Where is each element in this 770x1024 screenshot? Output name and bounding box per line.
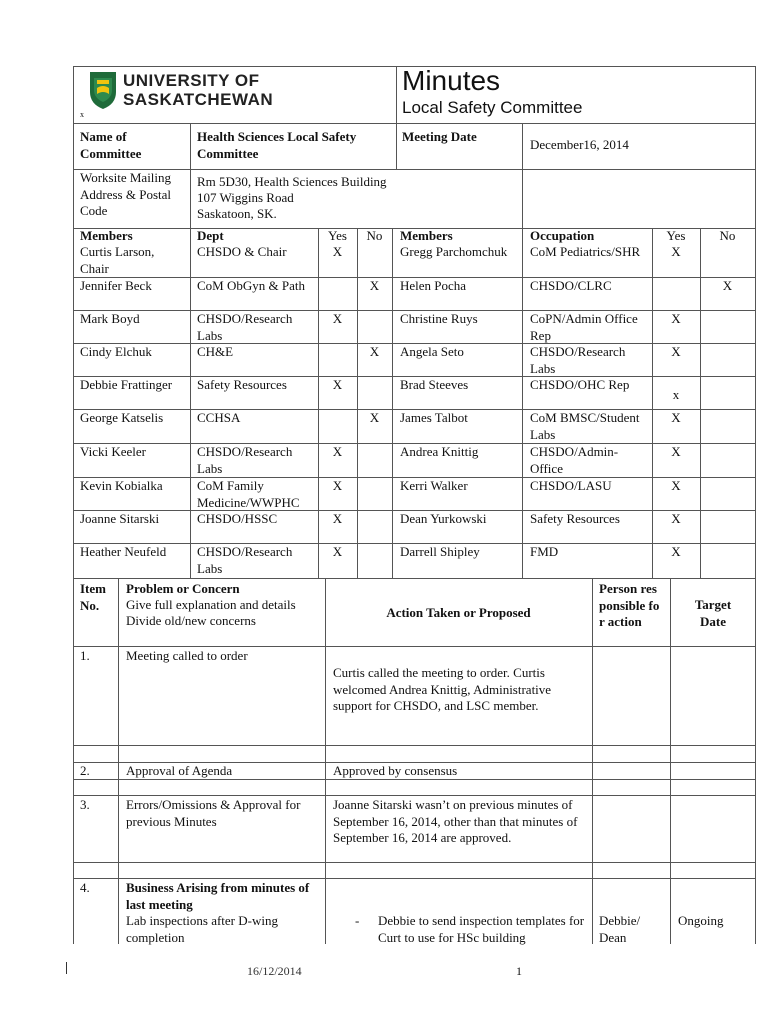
member-yes2-cell: X xyxy=(671,244,681,259)
shield-icon xyxy=(88,70,118,110)
member-name-cell: Jennifer Beck xyxy=(80,278,152,293)
member-no2-cell: X xyxy=(722,278,733,293)
member-yes2-cell: x xyxy=(672,387,680,402)
member-occ-cell: FMD xyxy=(530,544,559,559)
member-dept-cell: Safety Resources xyxy=(197,377,287,392)
member-yes2-cell: X xyxy=(671,344,681,359)
member-occ-cell: CoM Pediatrics/SHR xyxy=(530,244,641,259)
member-yes2-cell: X xyxy=(671,311,681,326)
member-dept-cell: CoM Family Medicine/WWPHC xyxy=(197,478,300,510)
member-dept-cell: CCHSA xyxy=(197,410,241,425)
member-yes-cell: X xyxy=(332,311,343,326)
member-yes2-cell: X xyxy=(671,444,681,459)
address-line-3: Saskatoon, SK. xyxy=(197,206,277,221)
dept-header: Dept xyxy=(197,228,224,243)
member-no-cell: X xyxy=(369,410,380,425)
member-occ-cell: CoM BMSC/Student Labs xyxy=(530,410,640,442)
agenda-item-2-problem: Approval of Agenda xyxy=(126,763,233,778)
footer-date: 16/12/2014 xyxy=(247,964,302,978)
agenda-item-1-num: 1. xyxy=(80,648,90,663)
problem-sub-2: Divide old/new concerns xyxy=(126,613,256,628)
meeting-date-label: Meeting Date xyxy=(402,129,477,144)
member-name2-cell: Andrea Knittig xyxy=(400,444,479,459)
member-name2-cell: Brad Steeves xyxy=(400,377,469,392)
logo-line-2: SASKATCHEWAN xyxy=(123,90,274,109)
member-yes2-cell: X xyxy=(671,544,681,559)
member-name2-cell: Kerri Walker xyxy=(400,478,468,493)
member-name-cell: Mark Boyd xyxy=(80,311,140,326)
member-no-cell: X xyxy=(369,344,380,359)
yes-header: Yes xyxy=(328,228,347,243)
agenda-item-3-problem: Errors/Omissions & Approval for previous Minutes xyxy=(126,797,301,829)
member-yes2-cell: X xyxy=(671,410,681,425)
page-title: Minutes xyxy=(402,65,501,96)
member-name2-cell: Christine Ruys xyxy=(400,311,478,326)
member-dept-cell: CoM ObGyn & Path xyxy=(197,278,305,293)
member-name2-cell: Helen Pocha xyxy=(400,278,467,293)
members-header-2: Members xyxy=(400,228,453,243)
member-dept-cell: CH&E xyxy=(197,344,234,359)
agenda-item-4-target: Ongoing xyxy=(678,913,724,928)
university-logo xyxy=(88,70,274,114)
agenda-item-4-num: 4. xyxy=(80,880,90,895)
member-no-cell: X xyxy=(369,278,380,293)
member-name-cell: George Katselis xyxy=(80,410,164,425)
member-name-cell: Debbie Frattinger xyxy=(80,377,173,392)
logo-mark: x xyxy=(80,110,84,119)
address-line-2: 107 Wiggins Road xyxy=(197,190,294,205)
member-yes-cell: X xyxy=(332,511,343,526)
address-label: Worksite Mailing Address & Postal Code xyxy=(80,170,172,218)
member-name-cell: Curtis Larson, Chair xyxy=(80,244,155,276)
member-yes-cell: X xyxy=(332,478,343,493)
member-occ-cell: CHSDO/Research Labs xyxy=(530,344,626,376)
member-name2-cell: Angela Seto xyxy=(400,344,464,359)
members-header: Members xyxy=(80,228,133,243)
occupation-header: Occupation xyxy=(530,228,595,243)
member-occ-cell: Safety Resources xyxy=(530,511,620,526)
member-name-cell: Heather Neufeld xyxy=(80,544,167,559)
member-yes2-cell: X xyxy=(671,478,681,493)
member-name2-cell: James Talbot xyxy=(400,410,468,425)
member-dept-cell: CHSDO/Research Labs xyxy=(197,311,293,343)
agenda-item-4-action: Debbie to send inspection templates for Curt to use for HSc building xyxy=(378,913,585,945)
member-yes-cell: X xyxy=(332,377,343,392)
no-header: No xyxy=(366,228,383,243)
agenda-item-2-num: 2. xyxy=(80,763,90,778)
logo-line-1: UNIVERSITY OF xyxy=(123,71,260,90)
member-occ-cell: CoPN/Admin Office Rep xyxy=(530,311,638,343)
committee-name-label: Name of Committee xyxy=(80,129,142,161)
member-name-cell: Kevin Kobialka xyxy=(80,478,163,493)
member-yes2-cell: X xyxy=(671,511,681,526)
member-yes-cell: X xyxy=(332,544,343,559)
yes-header-2: Yes xyxy=(666,228,686,243)
member-yes-cell: X xyxy=(332,444,343,459)
member-yes-cell: X xyxy=(332,244,343,259)
page-number: 1 xyxy=(516,964,522,978)
member-dept-cell: CHSDO/HSSC xyxy=(197,511,278,526)
member-name2-cell: Darrell Shipley xyxy=(400,544,480,559)
agenda-item-4-title: Business Arising from minutes of last meeting xyxy=(126,880,310,912)
member-occ-cell: CHSDO/Admin-Office xyxy=(530,444,619,476)
agenda-item-4-dash: - xyxy=(355,913,360,928)
meeting-date-value: December16, 2014 xyxy=(530,137,629,152)
problem-header: Problem or Concern xyxy=(126,581,240,596)
member-name-cell: Joanne Sitarski xyxy=(80,511,160,526)
agenda-item-3-action: Joanne Sitarski wasn’t on previous minutes of September 16, 2014, other than that minutes of September 16, 2014 are approved. xyxy=(333,797,578,845)
no-header-2: No xyxy=(719,228,736,243)
page-subtitle: Local Safety Committee xyxy=(402,98,583,117)
agenda-item-4-problem: Lab inspections after D-wing completion xyxy=(126,913,278,945)
member-name2-cell: Gregg Parchomchuk xyxy=(400,244,508,259)
address-line-1: Rm 5D30, Health Sciences Building xyxy=(197,174,387,189)
member-name2-cell: Dean Yurkowski xyxy=(400,511,487,526)
member-occ-cell: CHSDO/LASU xyxy=(530,478,612,493)
agenda-item-1-problem: Meeting called to order xyxy=(126,648,248,663)
person-header: Person responsible for action xyxy=(599,581,660,629)
member-dept-cell: CHSDO/Research Labs xyxy=(197,444,293,476)
member-name-cell: Vicki Keeler xyxy=(80,444,146,459)
action-header: Action Taken or Proposed xyxy=(386,605,531,620)
member-occ-cell: CHSDO/CLRC xyxy=(530,278,612,293)
agenda-item-2-action: Approved by consensus xyxy=(333,763,458,778)
agenda-item-4-person: Debbie/ Dean xyxy=(599,913,641,945)
member-dept-cell: CHSDO/Research Labs xyxy=(197,544,293,576)
agenda-item-3-num: 3. xyxy=(80,797,90,812)
committee-name-value: Health Sciences Local Safety Committee xyxy=(197,129,357,161)
problem-sub-1: Give full explanation and details xyxy=(126,597,296,612)
member-name-cell: Cindy Elchuk xyxy=(80,344,152,359)
member-occ-cell: CHSDO/OHC Rep xyxy=(530,377,630,392)
target-header: Target Date xyxy=(694,597,732,629)
member-dept-cell: CHSDO & Chair xyxy=(197,244,287,259)
item-no-header: Item No. xyxy=(80,581,106,613)
agenda-item-1-action: Curtis called the meeting to order. Curtis welcomed Andrea Knittig, Administrative support for CHSDO, and LSC member. xyxy=(333,665,552,713)
